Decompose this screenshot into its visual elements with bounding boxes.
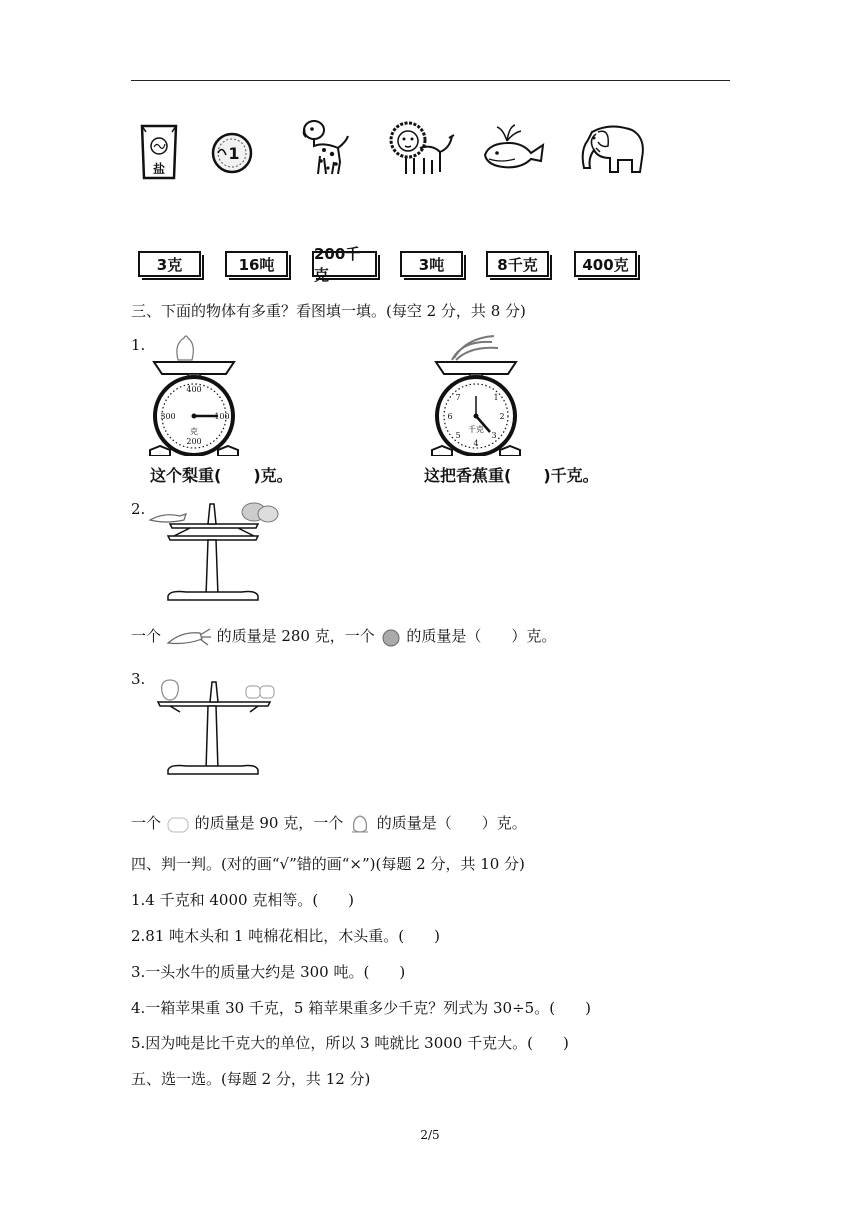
q2-text [131,625,556,647]
weight-option-3t: 3吨 [400,251,463,277]
page-number: 2/5 [420,1128,440,1142]
scale2-label-2: 2 [499,412,505,421]
header-rule [131,80,730,81]
q3-number: 3. [131,670,146,688]
scale2-label-1: 1 [493,393,499,402]
salt-bag-icon [136,122,182,182]
judge-item-3: 3.一头水牛的质量大约是 300 吨。( ) [131,963,406,981]
scale1-label-300: 300 [160,412,176,421]
section4-title: 四、判一判。(对的画“√”错的画“×”)(每题 2 分，共 10 分) [131,855,525,873]
scale1-label-100: 100 [214,412,230,421]
whale-icon [481,121,549,173]
scale1-unit: 克 [190,427,198,436]
scale1-label-200: 200 [186,437,202,446]
q3-text-part1: 一个 [131,814,162,832]
judge-item-1: 1.4 千克和 4000 克相等。( ) [131,891,355,909]
q2-text-part2: 的质量是 280 克，一个 [216,627,375,645]
svg-text:盐: 盐 [152,162,166,176]
weight-option-400g: 400克 [574,251,637,277]
section3-title: 三、下面的物体有多重？看图填一填。(每空 2 分，共 8 分) [131,302,526,320]
q3-text-part3: 的质量是（ ）克。 [376,814,527,832]
q2-number: 2. [131,500,146,518]
judge-item-5: 5.因为吨是比千克大的单位，所以 3 吨就比 3000 千克大。( ) [131,1034,569,1052]
balance-figure-q2 [146,500,282,604]
banana-scale-figure [422,334,532,456]
carrot-icon [166,627,212,647]
elephant-icon [574,118,650,176]
scale2-label-3: 3 [491,431,497,440]
svg-text:1: 1 [228,144,240,163]
q3-text [131,812,527,836]
pear-icon [166,814,190,834]
scale2-label-5: 5 [455,431,461,440]
q2-text-part1: 一个 [131,627,162,645]
q1b-text: 这把香蕉重( )千克。 [424,466,599,485]
peach-icon [348,812,372,836]
q3-text-part2: 的质量是 90 克，一个 [194,814,344,832]
coin-icon [210,131,254,175]
scale1-label-400: 400 [186,385,202,394]
q2-text-part3: 的质量是（ ）克。 [406,627,557,645]
dog-icon [294,116,354,180]
apple-icon [380,627,402,647]
q1-number: 1. [131,336,146,354]
lion-icon [386,118,458,180]
weight-option-200kg: 200千克 [312,251,377,277]
scale2-label-6: 6 [447,412,453,421]
section5-title: 五、选一选。(每题 2 分，共 12 分) [131,1070,371,1088]
balance-figure-q3 [146,676,286,780]
scale2-unit: 千克 [468,425,484,434]
judge-item-2: 2.81 吨木头和 1 吨棉花相比，木头重。( ) [131,927,440,945]
pear-scale-figure [140,334,250,456]
scale2-label-4: 4 [473,439,479,448]
weight-option-16t: 16吨 [225,251,288,277]
weight-option-8kg: 8千克 [486,251,549,277]
judge-item-4: 4.一箱苹果重 30 千克，5 箱苹果重多少千克？列式为 30÷5。( ) [131,999,591,1017]
scale2-label-7: 7 [455,393,461,402]
q1a-text: 这个梨重( )克。 [150,466,293,485]
weight-option-3g: 3克 [138,251,201,277]
